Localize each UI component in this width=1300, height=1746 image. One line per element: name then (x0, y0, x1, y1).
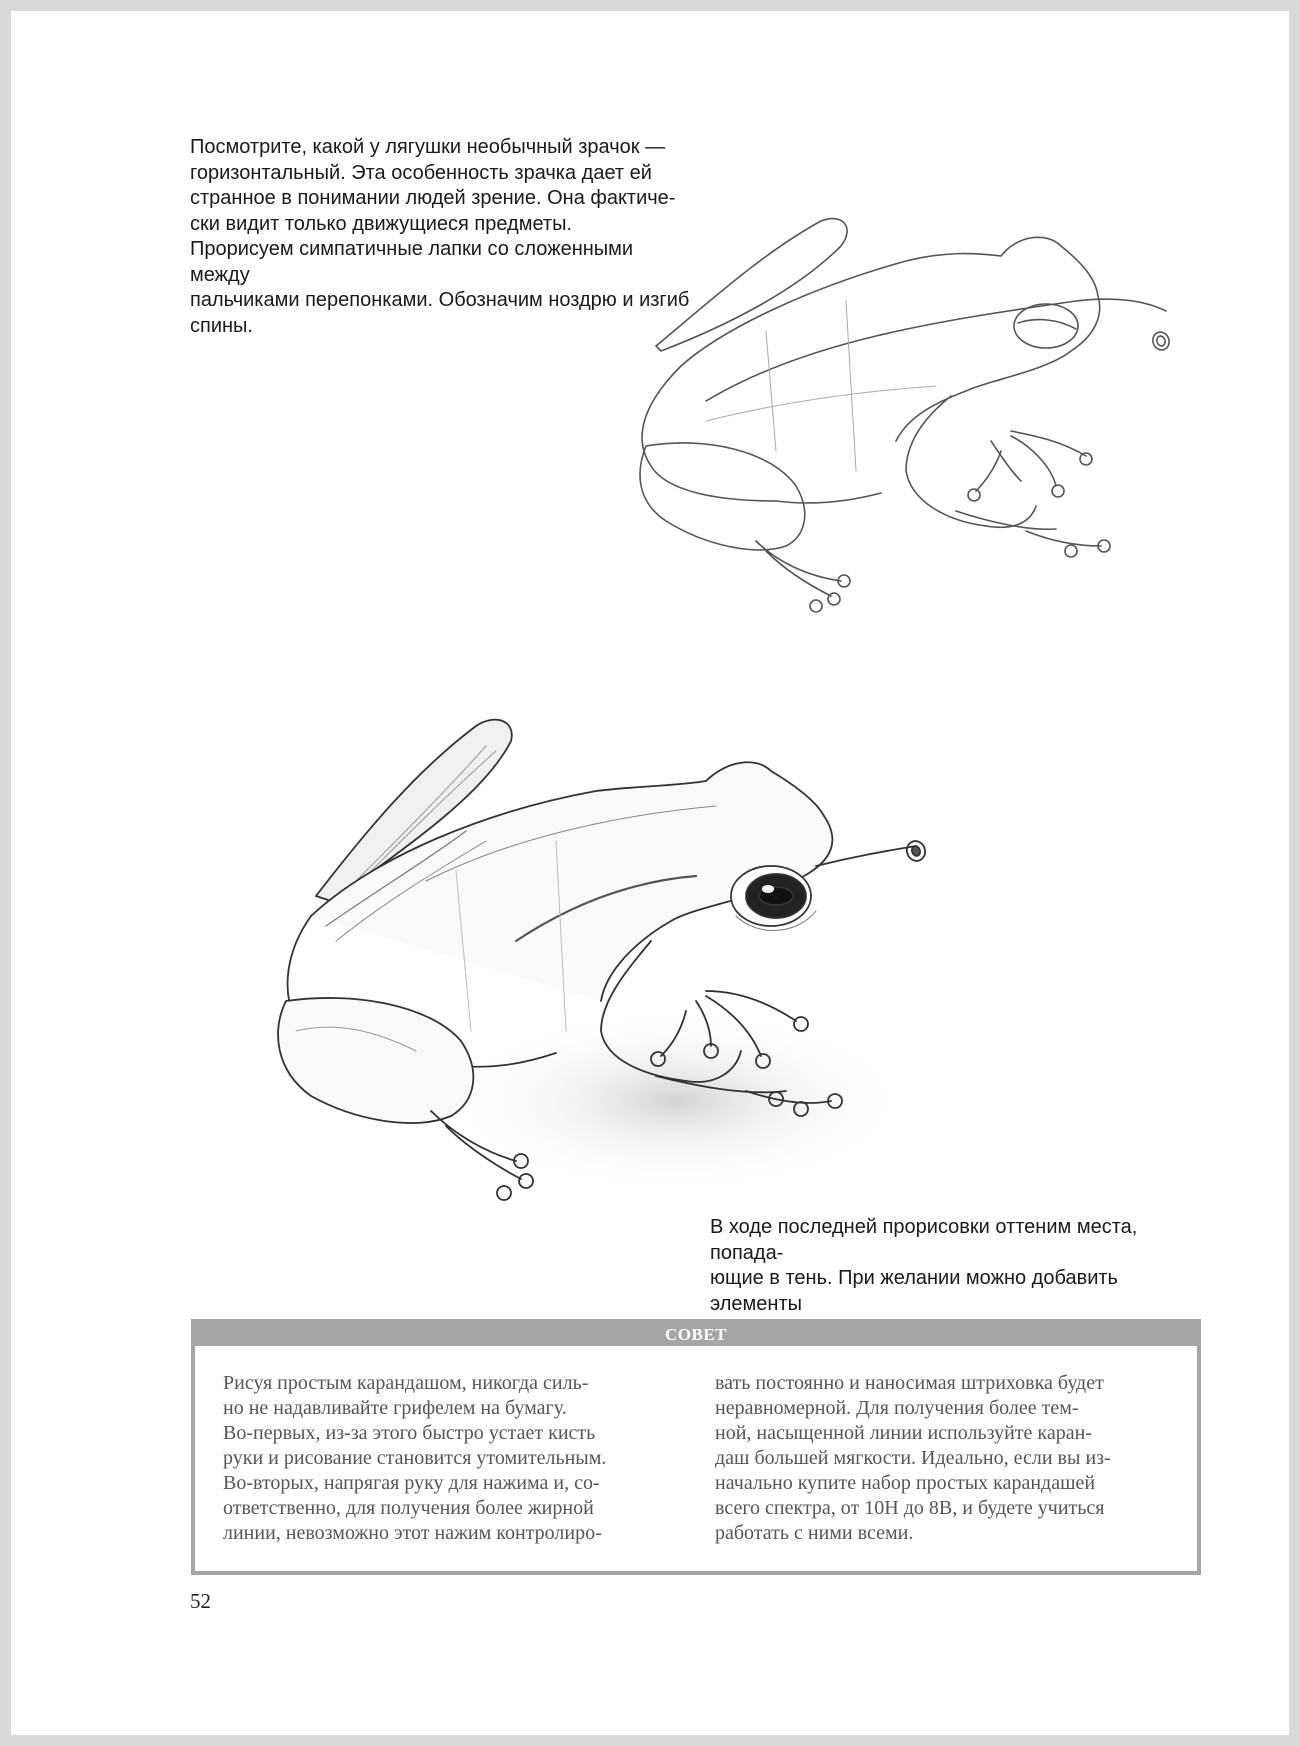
tip-title: СОВЕТ (195, 1323, 1197, 1346)
page-number: 52 (190, 1589, 211, 1613)
tip-box (191, 1319, 1201, 1575)
text-line: ной, насыщенной линии используйте каран- (715, 1422, 1092, 1444)
text-line: горизонтальный. Эта особенность зрачка дает ей (190, 161, 652, 184)
text-line: но не надавливайте грифелем на бумагу. (223, 1397, 567, 1419)
text-line: Рисуя простым карандашом, никогда силь- (223, 1372, 589, 1394)
tip-column-left (223, 1371, 683, 1546)
text-line: даш большей мягкости. Идеально, если вы из- (715, 1447, 1111, 1469)
tip-column-right (715, 1371, 1180, 1546)
text-line: начально купите набор простых карандашей (715, 1472, 1096, 1494)
text-line: вать постоянно и наносимая штриховка будет (715, 1372, 1104, 1394)
text-line: Посмотрите, какой у лягушки необычный зрачок — (190, 136, 666, 158)
text-line: Во-вторых, напрягая руку для нажима и, со- (223, 1472, 600, 1494)
text-line: неравномерной. Для получения более тем- (715, 1397, 1079, 1419)
text-line: Во-первых, из-за этого быстро устает кисть (223, 1422, 596, 1444)
frog-sketch-shaded (256, 701, 946, 1221)
text-line: руки и рисование становится утомительным. (223, 1447, 607, 1469)
book-page (11, 11, 1289, 1735)
text-line: Прорисуем симпатичные лапки со сложенными между (190, 238, 634, 286)
text-line: работать с ними всеми. (715, 1522, 914, 1544)
text-line: странное в понимании людей зрение. Она фактиче- (190, 187, 676, 209)
text-line: ющие в тень. При желании можно добавить элементы (710, 1267, 1118, 1315)
text-line: ски видит только движущиеся предметы. (190, 212, 573, 235)
text-line: всего спектра, от 10Н до 8В, и будете учиться (715, 1497, 1105, 1519)
text-line: В ходе последней прорисовки оттеним места, попада- (710, 1216, 1138, 1264)
text-line: спины. (190, 314, 253, 337)
frog-sketch-outline (606, 201, 1216, 671)
text-line: линии, невозможно этот нажим контролиро- (223, 1522, 602, 1544)
text-line: ответственно, для получения более жирной (223, 1497, 594, 1519)
text-line: пальчиками перепонками. Обозначим ноздрю и изгиб (190, 289, 690, 311)
